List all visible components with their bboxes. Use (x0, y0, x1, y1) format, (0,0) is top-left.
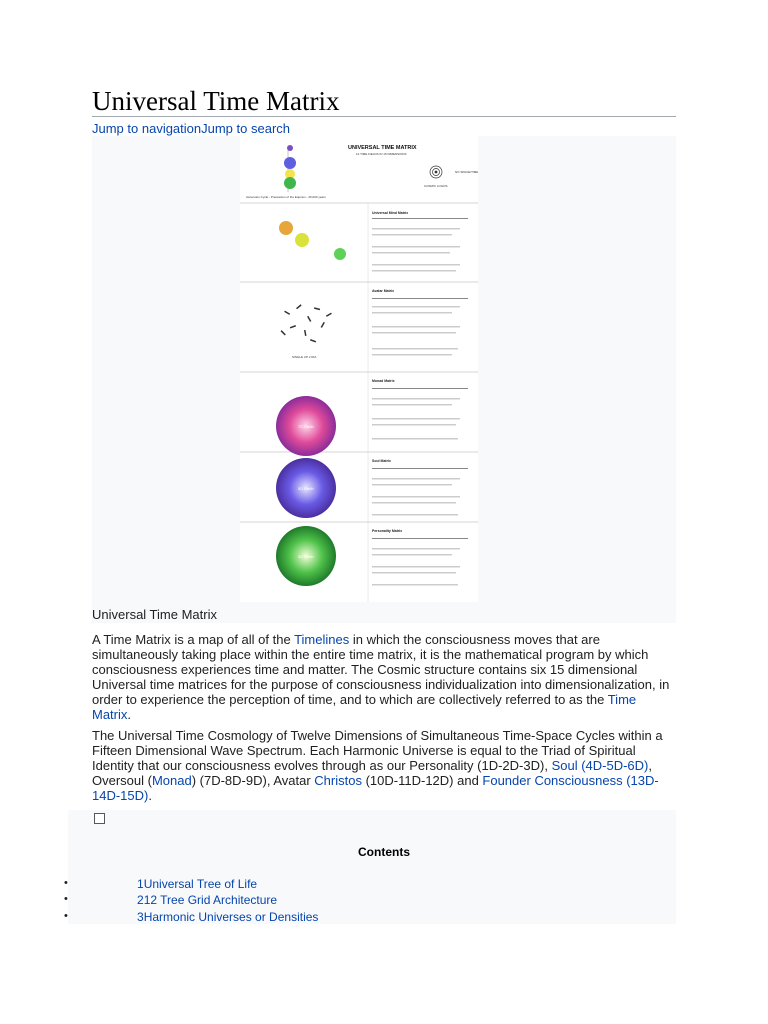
soul-link[interactable]: Soul (4D-5D-6D) (551, 758, 649, 773)
time-matrix-link[interactable]: Time Matrix (92, 692, 637, 722)
title-divider (92, 116, 676, 117)
founder-suns (279, 221, 346, 260)
text-segment: . (148, 788, 152, 803)
founder-consciousness-link[interactable]: Founder Consciousness (13D-14D-15D) (92, 773, 659, 803)
diagram-heading: UNIVERSAL TIME MATRIX (348, 145, 417, 151)
text-segment: A Time Matrix is a map of all of the (92, 632, 295, 647)
text-segment: , Oversoul ( (92, 758, 652, 788)
christos-link[interactable]: Christos (314, 773, 362, 788)
diagram-subheading: 12 TIME FIELDS IN 15 DIMENSIONS (356, 152, 407, 156)
section-avatar: Avatar Matrix (372, 289, 395, 293)
svg-text:SINGLE UP LYRA: SINGLE UP LYRA (292, 355, 317, 359)
page-title: Universal Time Matrix (92, 86, 340, 116)
text-segment: The Universal Time Cosmology of Twelve Dimensions of Simultaneous Time-Space Cycles within a Fifteen Dimensional Wave Spectrum. Each Harmonic Universe is equal to the Triad of Spiritual Identity that our consciousness evolves through as our Personality (1D-2D-3D), (92, 728, 663, 773)
section-personality: Personality Matrix (372, 529, 403, 533)
svg-text:NO SPACE/TIME: NO SPACE/TIME (455, 170, 478, 174)
jump-links (92, 121, 290, 136)
figure-caption: Universal Time Matrix (92, 607, 217, 622)
time-matrix-diagram (240, 136, 478, 602)
svg-text:Ascension Cycle - Precession o: Ascension Cycle - Precession of the Equinox - 26,000 years (246, 195, 326, 199)
bullet-icon: • (64, 893, 68, 905)
toc-label: Universal Tree of Life (143, 877, 258, 891)
toc-number: 2 (137, 893, 144, 907)
toc-number: 1 (137, 877, 144, 891)
toc-number: 3 (137, 910, 144, 924)
timelines-link[interactable]: Timelines (294, 632, 350, 647)
section-universal-mind: Universal Mind Matrix (372, 211, 409, 215)
toc-label: Harmonic Universes or Densities (143, 910, 319, 924)
intro-paragraph (92, 632, 676, 722)
toc-toggle[interactable] (92, 810, 116, 830)
3d-earth-label: 3D Earth (298, 554, 314, 559)
seed-cluster (281, 304, 332, 342)
text-segment: . (127, 707, 132, 722)
toc-link-universal-tree-of-life[interactable] (137, 877, 257, 891)
cosmology-paragraph (92, 728, 676, 803)
toc-title: Contents (358, 845, 410, 859)
svg-text:COSMIC LOGOS: COSMIC LOGOS (424, 184, 448, 188)
toc-item[interactable] (0, 893, 700, 909)
toc-item[interactable] (0, 877, 700, 893)
5d-earth-label: 5D Earth (298, 486, 314, 491)
bullet-icon: • (64, 877, 68, 889)
text-segment: in which the consciousness moves that are simultaneously taking place within the entire time matrix, it is the mathematical program by which consciousness experiences time and matter. The Cosmic structure contains six 15 dimensional Universal time matrices for the purpose of consciousness individualization into dimensionalization, in order to experience the perception of time, and to which are collectively referred to as the (92, 632, 670, 707)
bullet-icon: • (64, 910, 68, 922)
jump-to-navigation-link[interactable]: Jump to navigation (92, 121, 202, 136)
toc-label: 12 Tree Grid Architecture (143, 893, 278, 907)
toc-toggle-checkbox-icon[interactable] (94, 813, 105, 824)
toc-link-harmonic-universes[interactable] (137, 910, 318, 924)
text-segment: ) (7D-8D-9D), Avatar (191, 773, 315, 788)
section-monad: Monad Matrix (372, 379, 395, 383)
7d-earth-label: 7D Earth (298, 424, 314, 429)
text-segment: (10D-11D-12D) and (361, 773, 483, 788)
toc-link-12-tree-grid[interactable] (137, 893, 277, 907)
jump-to-search-link[interactable]: Jump to search (201, 121, 290, 136)
universal-time-matrix-image[interactable] (240, 136, 478, 602)
toc-item[interactable] (0, 910, 700, 926)
section-soul: Soul Matrix (372, 459, 391, 463)
monad-link[interactable]: Monad (151, 773, 192, 788)
